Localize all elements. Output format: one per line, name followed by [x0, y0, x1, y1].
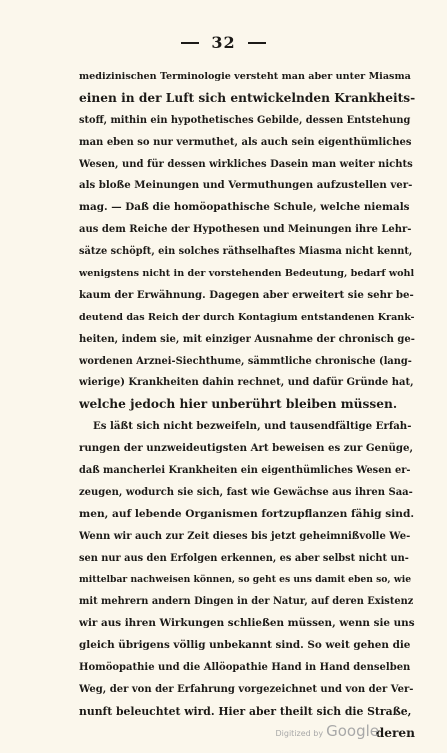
google-logo: Google — [326, 722, 379, 740]
text-line: einen in der Luft sich entwickelnden Krankheits- — [79, 90, 415, 105]
text-line: sen nur aus den Erfolgen erkennen, es aber selbst nicht un- — [79, 552, 409, 564]
header-dash-left — [181, 42, 199, 44]
text-line: heiten, indem sie, mit einziger Ausnahme der chronisch ge- — [79, 333, 415, 345]
page-header — [0, 33, 447, 52]
text-line: daß mancherlei Krankheiten ein eigenthümliches Wesen er- — [79, 465, 411, 477]
text-line: aus dem Reiche der Hypothesen und Meinungen ihre Lehr- — [79, 224, 412, 236]
text-line: nunft beleuchtet wird. Hier aber theilt sich die Straße, — [79, 704, 412, 718]
text-line: zeugen, wodurch sie sich, fast wie Gewächse aus ihren Saa- — [79, 486, 413, 498]
text-line: kaum der Erwähnung. Dagegen aber erweitert sie sehr be- — [79, 288, 414, 301]
text-line: Wenn wir auch zur Zeit dieses bis jetzt geheimnißvolle We- — [79, 530, 411, 542]
text-line: mittelbar nachweisen können, so geht es uns damit eben so, wie — [79, 574, 412, 586]
text-line: als bloße Meinungen und Vermuthungen aufzustellen ver- — [79, 179, 413, 192]
text-line: wierige) Krankheiten dahin rechnet, und dafür Gründe hat, — [79, 377, 414, 389]
text-line: wordenen Arznei-Siechthume, sämmtliche chronische (lang- — [79, 355, 412, 367]
header-dash-right — [248, 42, 266, 44]
text-line: Weg, der von der Erfahrung vorgezeichnet und von der Ver- — [79, 683, 414, 695]
text-line: sätze schöpft, ein solches räthselhaftes Miasma nicht kennt, — [79, 246, 413, 258]
text-line: medizinischen Terminologie versteht man aber unter Miasma — [79, 71, 411, 82]
text-line: man eben so nur vermuthet, als auch sein eigenthümliches — [79, 136, 412, 148]
page-number: 32 — [211, 33, 236, 52]
text-line: wenigstens nicht in der vorstehenden Bedeutung, bedarf wohl — [79, 268, 415, 280]
text-line: men, auf lebende Organismen fortzupflanzen fähig sind. — [79, 507, 415, 520]
text-line: Es läßt sich nicht bezweifeln, und tausendfältige Erfah- — [93, 420, 412, 433]
text-line: gleich übrigens völlig unbekannt sind. So weit gehen die — [79, 639, 411, 652]
text-line: stoff, mithin ein hypothetisches Gebilde, dessen Entstehung — [79, 114, 411, 126]
text-line: Wesen, und für dessen wirkliches Dasein man weiter nichts — [79, 158, 413, 170]
text-line: wir aus ihren Wirkungen schließen müssen, wenn sie uns — [79, 617, 415, 630]
body-text — [79, 66, 415, 745]
watermark-prefix: Digitized by — [275, 729, 324, 738]
text-line: deutend das Reich der durch Kontagium entstandenen Krank- — [79, 311, 415, 323]
text-line: mag. — Daß die homöopathische Schule, welche niemals — [79, 201, 410, 214]
catchword: deren — [375, 725, 415, 740]
text-line: mit mehrern andern Dingen in der Natur, auf deren Existenz — [79, 596, 414, 608]
text-line: Homöopathie und die Allöopathie Hand in Hand denselben — [79, 662, 411, 674]
digitized-watermark — [275, 722, 379, 740]
text-line: welche jedoch hier unberührt bleiben müssen. — [79, 397, 398, 412]
text-line: rungen der unzweideutigsten Art beweisen es zur Genüge, — [79, 442, 414, 455]
